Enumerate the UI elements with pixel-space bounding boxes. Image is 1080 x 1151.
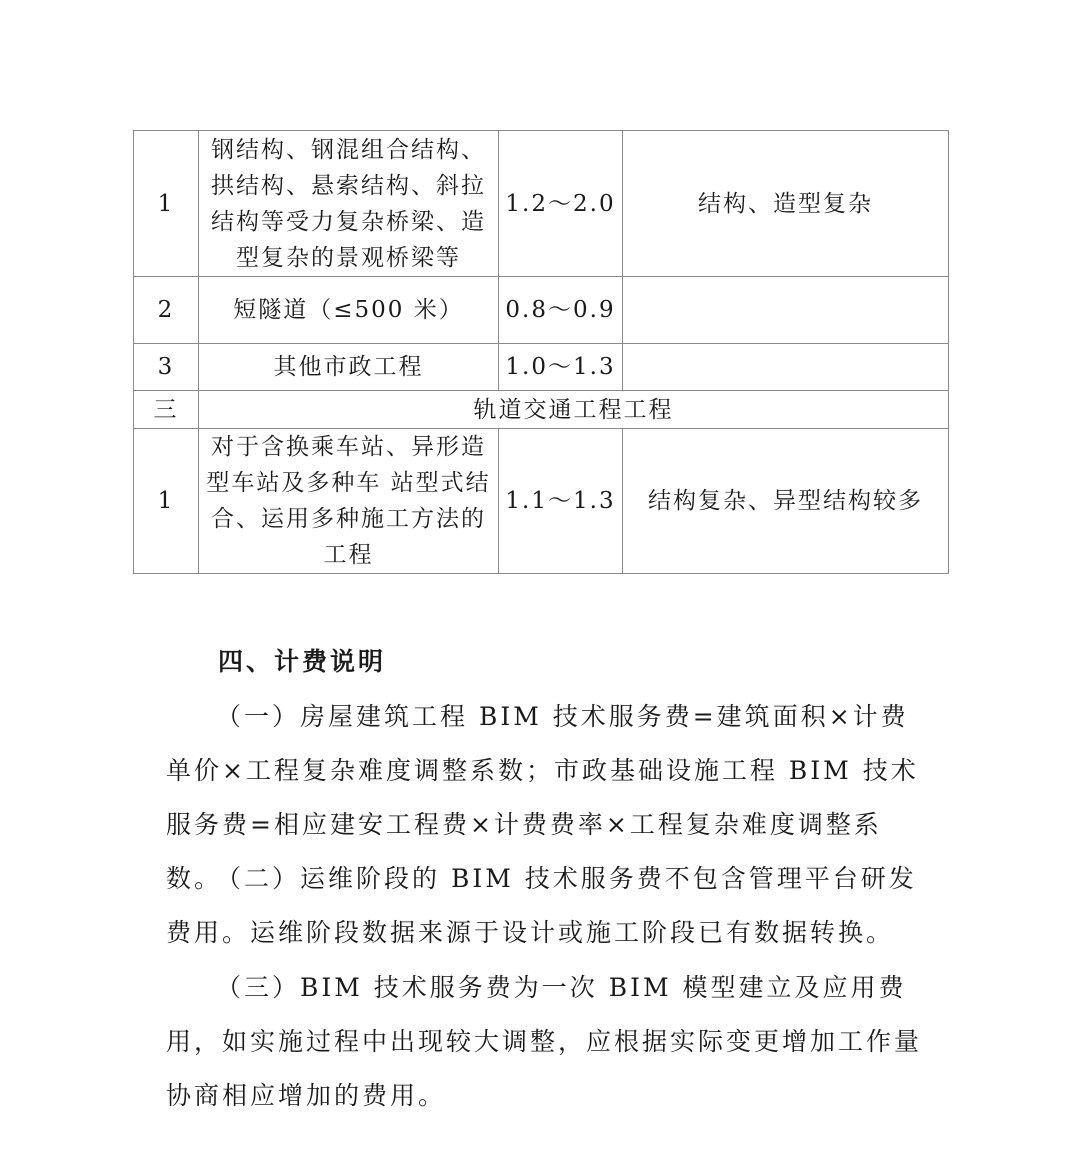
paragraph-3: （三）BIM 技术服务费为一次 BIM 模型建立及应用费用，如实施过程中出现较大调整，应根据实际变更增加工作量协商相应增加的费用。 bbox=[166, 973, 923, 1110]
section-title: 四、计费说明 bbox=[218, 647, 387, 676]
coefficient-table bbox=[133, 130, 949, 574]
coefficient: 0.8～0.9 bbox=[499, 277, 623, 344]
remark bbox=[623, 277, 949, 344]
row-number: 1 bbox=[134, 131, 199, 277]
table-row bbox=[134, 131, 949, 277]
paragraph-2: （二）运维阶段的 BIM 技术服务费不包含管理平台研发费用。运维阶段数据来源于设计或施工阶段已有数据转换。 bbox=[166, 864, 917, 947]
remark bbox=[623, 344, 949, 391]
row-number: 2 bbox=[134, 277, 199, 344]
table-row bbox=[134, 277, 949, 344]
remark: 结构、造型复杂 bbox=[623, 131, 949, 277]
project-type: 其他市政工程 bbox=[199, 344, 499, 391]
section-heading: 轨道交通工程工程 bbox=[199, 391, 949, 429]
table-section-row bbox=[134, 391, 949, 429]
paragraph-1: （一）房屋建筑工程 BIM 技术服务费=建筑面积×计费单价×工程复杂难度调整系数；市政基础设施工程 BIM 技术服务费=相应建安工程费×计费费率×工程复杂难度调整系数。 bbox=[166, 702, 919, 893]
coefficient: 1.0～1.3 bbox=[499, 344, 623, 391]
row-number: 3 bbox=[134, 344, 199, 391]
coefficient: 1.1～1.3 bbox=[499, 429, 623, 574]
table-row bbox=[134, 344, 949, 391]
section-number: 三 bbox=[134, 391, 199, 429]
remark: 结构复杂、异型结构较多 bbox=[623, 429, 949, 574]
row-number: 1 bbox=[134, 429, 199, 574]
table-row bbox=[134, 429, 949, 574]
project-type: 钢结构、钢混组合结构、拱结构、悬索结构、斜拉结构等受力复杂桥梁、造型复杂的景观桥梁等 bbox=[199, 131, 499, 277]
project-type: 短隧道（≤500 米） bbox=[199, 277, 499, 344]
coefficient: 1.2～2.0 bbox=[499, 131, 623, 277]
project-type: 对于含换乘车站、异形造型车站及多种车 站型式结合、运用多种施工方法的工程 bbox=[199, 429, 499, 574]
